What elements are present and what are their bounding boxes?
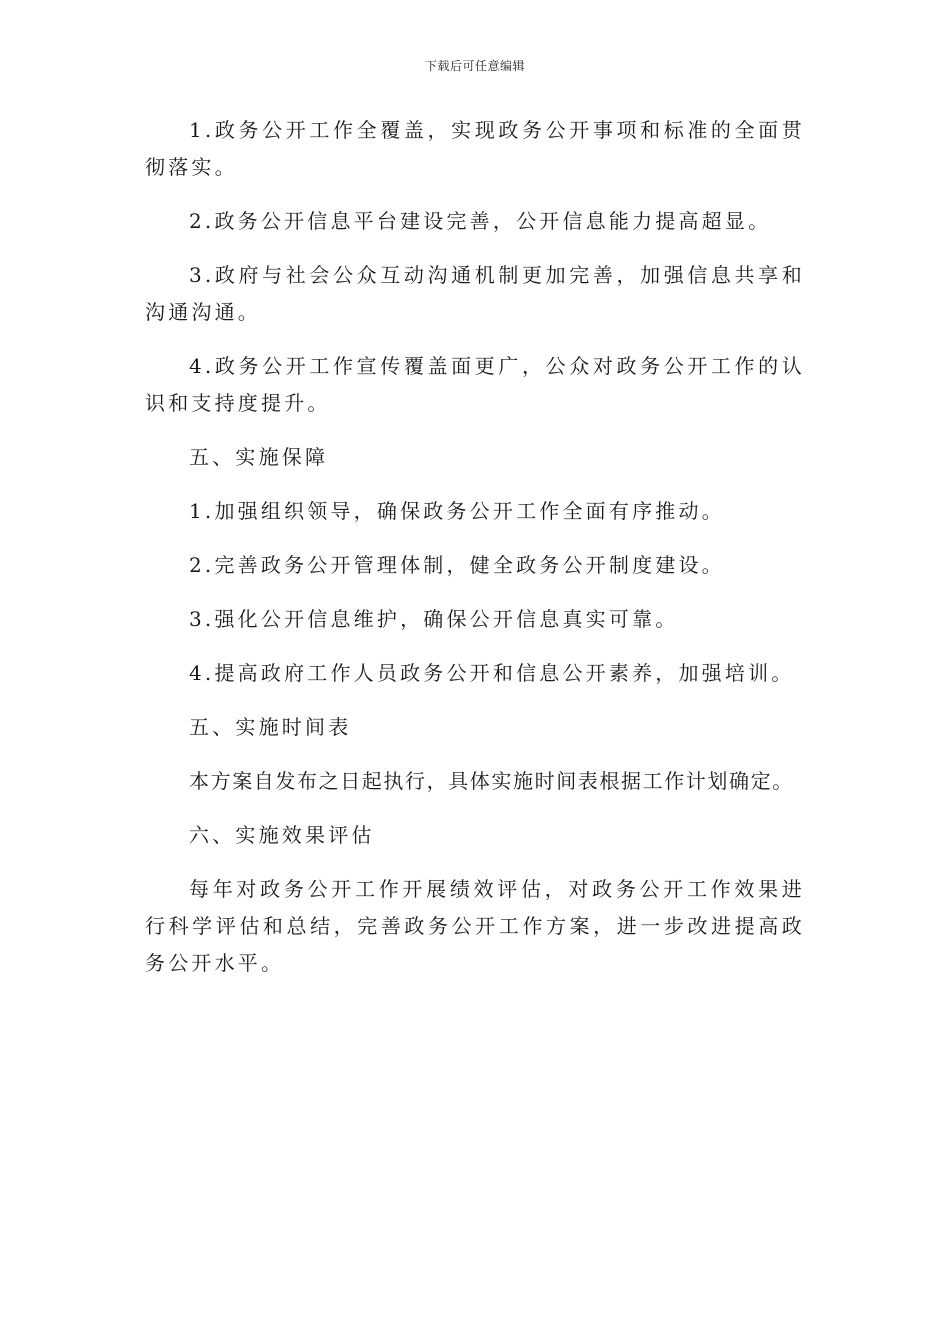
paragraph-goal-2: 2.政务公开信息平台建设完善，公开信息能力提高超显。 (189, 209, 772, 233)
paragraph-safeguard-4: 4.提高政府工作人员政务公开和信息公开素养，加强培训。 (189, 661, 795, 685)
paragraph-goal-4: 4.政务公开工作宣传覆盖面更广，公众对政务公开工作的认识和支持度提升。 (145, 354, 805, 415)
section-heading-safeguards: 五、实施保障 (189, 445, 329, 469)
paragraph-timeline: 本方案自发布之日起执行，具体实施时间表根据工作计划确定。 (189, 769, 794, 793)
paragraph-evaluation: 每年对政务公开工作开展绩效评估，对政务公开工作效果进行科学评估和总结，完善政务公开工作方案，进一步改进提高政务公开水平。 (145, 877, 805, 975)
paragraph-safeguard-3: 3.强化公开信息维护，确保公开信息真实可靠。 (189, 607, 679, 631)
paragraph-safeguard-1: 1.加强组织领导，确保政务公开工作全面有序推动。 (189, 499, 725, 523)
section-heading-evaluation: 六、实施效果评估 (189, 823, 375, 847)
paragraph-goal-3: 3.政府与社会公众互动沟通机制更加完善，加强信息共享和沟通沟通。 (145, 263, 805, 324)
document-body (145, 112, 805, 999)
paragraph-goal-1: 1.政务公开工作全覆盖，实现政务公开事项和标准的全面贯彻落实。 (145, 118, 805, 179)
section-heading-timeline: 五、实施时间表 (189, 715, 352, 739)
paragraph-safeguard-2: 2.完善政务公开管理体制，健全政务公开制度建设。 (189, 553, 725, 577)
page-header: 下载后可任意编辑 (424, 59, 525, 73)
